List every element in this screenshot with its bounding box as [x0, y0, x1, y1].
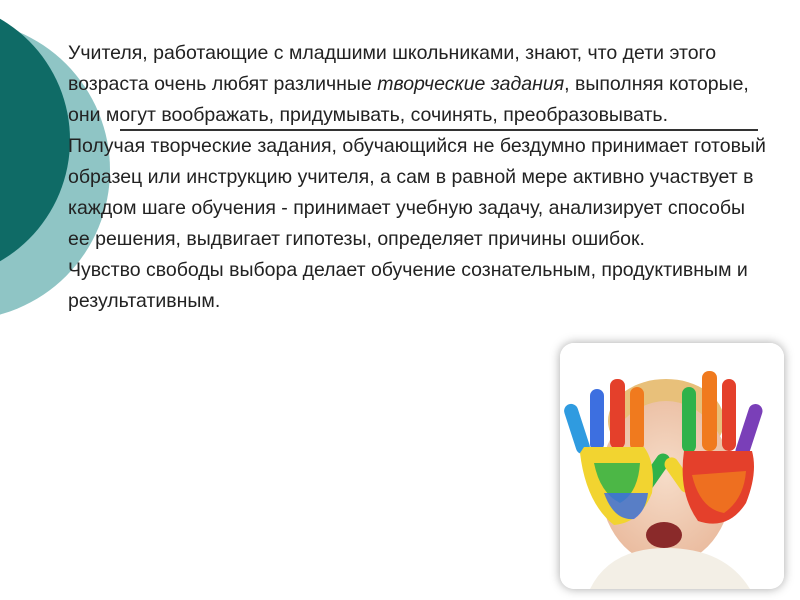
photo-illustration — [560, 343, 784, 589]
slide-body-text — [68, 38, 768, 317]
paragraph-3: Чувство свободы выбора делает обучение сознательным, продуктивным и результативным. — [68, 259, 748, 312]
horizontal-rule — [120, 129, 758, 131]
child-painted-hands-photo — [560, 343, 784, 589]
paragraph-1-start: Учителя, работающие с младшими школьниками, знают, что дети этого возраста очень любят различные — [68, 42, 717, 95]
paragraph-1-italic: творческие задания — [377, 73, 565, 95]
paragraph-1 — [68, 38, 768, 131]
mouth — [646, 522, 682, 548]
paragraph-2: Получая творческие задания, обучающийся не бездумно принимает готовый образец или инструкцию учителя, а сам в равной мере активно участвует в каждом шаге обучения - принимает учебную задачу, анализирует способы ее решения, выдвигает гипотезы, определяет причины ошибок. — [68, 135, 766, 250]
paragraph-1-end: , выполняя которые, они могут воображать, придумывать, сочинять, преобразовывать. — [68, 73, 749, 126]
